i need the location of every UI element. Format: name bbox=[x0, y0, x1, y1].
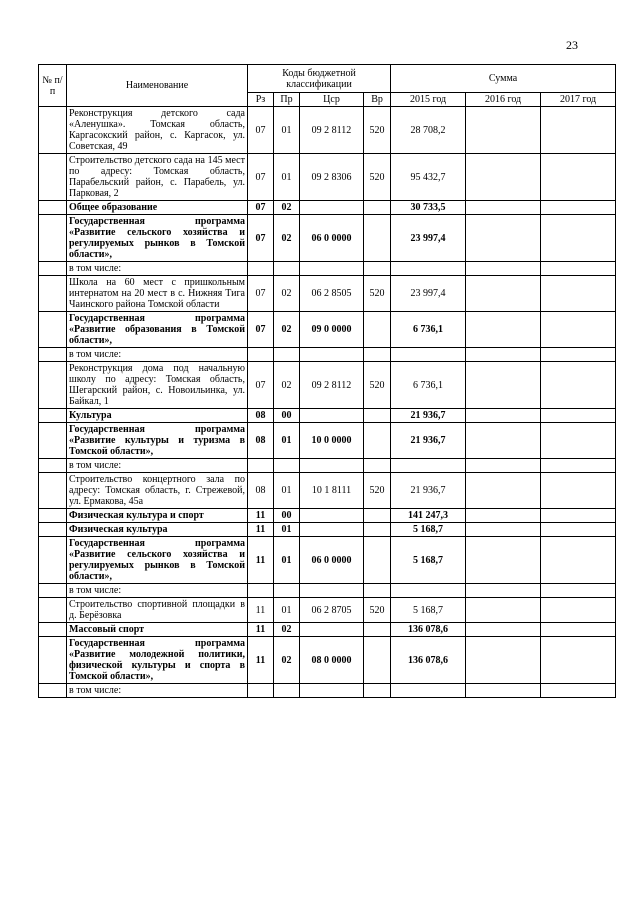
cell-rz bbox=[248, 459, 274, 473]
cell-pr: 02 bbox=[274, 312, 300, 348]
table-row bbox=[39, 312, 616, 348]
cell-csr bbox=[300, 409, 364, 423]
cell-num bbox=[39, 584, 67, 598]
table-body bbox=[39, 107, 616, 698]
cell-y2015: 5 168,7 bbox=[391, 523, 466, 537]
cell-csr: 09 2 8306 bbox=[300, 154, 364, 201]
cell-y2015 bbox=[391, 459, 466, 473]
cell-y2016 bbox=[466, 684, 541, 698]
cell-name: в том числе: bbox=[67, 684, 248, 698]
cell-rz: 11 bbox=[248, 623, 274, 637]
cell-num bbox=[39, 201, 67, 215]
cell-y2017 bbox=[541, 107, 616, 154]
cell-y2017 bbox=[541, 523, 616, 537]
cell-y2017 bbox=[541, 598, 616, 623]
cell-name: Культура bbox=[67, 409, 248, 423]
cell-y2017 bbox=[541, 473, 616, 509]
cell-y2015: 5 168,7 bbox=[391, 598, 466, 623]
cell-y2016 bbox=[466, 362, 541, 409]
table-row bbox=[39, 362, 616, 409]
page-number: 23 bbox=[566, 38, 578, 52]
cell-rz: 11 bbox=[248, 537, 274, 584]
cell-pr: 02 bbox=[274, 362, 300, 409]
cell-rz: 07 bbox=[248, 362, 274, 409]
cell-num bbox=[39, 409, 67, 423]
cell-name: Государственная программа «Развитие молодежной политики, физической культуры и спорта в Томской области», bbox=[67, 637, 248, 684]
cell-num bbox=[39, 537, 67, 584]
budget-table bbox=[38, 64, 616, 698]
cell-rz: 11 bbox=[248, 637, 274, 684]
cell-vr bbox=[364, 523, 391, 537]
cell-num bbox=[39, 154, 67, 201]
cell-num bbox=[39, 523, 67, 537]
cell-pr: 00 bbox=[274, 509, 300, 523]
cell-num bbox=[39, 262, 67, 276]
cell-y2015: 21 936,7 bbox=[391, 409, 466, 423]
cell-y2017 bbox=[541, 509, 616, 523]
cell-csr: 09 0 0000 bbox=[300, 312, 364, 348]
cell-num bbox=[39, 509, 67, 523]
cell-y2015: 6 736,1 bbox=[391, 362, 466, 409]
cell-y2017 bbox=[541, 623, 616, 637]
cell-y2015: 95 432,7 bbox=[391, 154, 466, 201]
cell-rz: 11 bbox=[248, 523, 274, 537]
cell-csr: 06 0 0000 bbox=[300, 537, 364, 584]
cell-num bbox=[39, 598, 67, 623]
cell-vr bbox=[364, 459, 391, 473]
cell-rz bbox=[248, 262, 274, 276]
cell-y2016 bbox=[466, 637, 541, 684]
cell-y2017 bbox=[541, 637, 616, 684]
cell-pr: 02 bbox=[274, 623, 300, 637]
cell-y2015: 6 736,1 bbox=[391, 312, 466, 348]
cell-pr: 02 bbox=[274, 276, 300, 312]
cell-csr: 06 2 8705 bbox=[300, 598, 364, 623]
cell-num bbox=[39, 623, 67, 637]
cell-rz bbox=[248, 684, 274, 698]
header-2016: 2016 год bbox=[466, 93, 541, 107]
cell-rz: 07 bbox=[248, 312, 274, 348]
cell-vr: 520 bbox=[364, 598, 391, 623]
cell-csr bbox=[300, 523, 364, 537]
cell-rz: 07 bbox=[248, 107, 274, 154]
cell-csr: 10 1 8111 bbox=[300, 473, 364, 509]
cell-vr bbox=[364, 637, 391, 684]
cell-rz: 07 bbox=[248, 201, 274, 215]
cell-y2015: 141 247,3 bbox=[391, 509, 466, 523]
cell-name: Государственная программа «Развитие культуры и туризма в Томской области», bbox=[67, 423, 248, 459]
cell-csr: 09 2 8112 bbox=[300, 107, 364, 154]
cell-pr bbox=[274, 684, 300, 698]
cell-num bbox=[39, 312, 67, 348]
header-sum: Сумма bbox=[391, 65, 616, 93]
cell-num bbox=[39, 637, 67, 684]
table-row bbox=[39, 509, 616, 523]
cell-pr bbox=[274, 348, 300, 362]
cell-y2016 bbox=[466, 312, 541, 348]
cell-vr bbox=[364, 262, 391, 276]
cell-y2016 bbox=[466, 423, 541, 459]
cell-csr bbox=[300, 348, 364, 362]
cell-y2015: 23 997,4 bbox=[391, 276, 466, 312]
cell-y2017 bbox=[541, 684, 616, 698]
cell-y2016 bbox=[466, 598, 541, 623]
cell-y2015: 5 168,7 bbox=[391, 537, 466, 584]
cell-num bbox=[39, 362, 67, 409]
table-row bbox=[39, 201, 616, 215]
cell-vr bbox=[364, 215, 391, 262]
cell-y2017 bbox=[541, 584, 616, 598]
table-row bbox=[39, 276, 616, 312]
table-row bbox=[39, 684, 616, 698]
cell-name: в том числе: bbox=[67, 348, 248, 362]
cell-pr: 00 bbox=[274, 409, 300, 423]
table-row bbox=[39, 637, 616, 684]
cell-pr bbox=[274, 584, 300, 598]
table-row bbox=[39, 537, 616, 584]
cell-y2016 bbox=[466, 584, 541, 598]
cell-y2015: 28 708,2 bbox=[391, 107, 466, 154]
cell-pr: 02 bbox=[274, 201, 300, 215]
cell-name: Государственная программа «Развитие сельского хозяйства и регулируемых рынков в Томской области», bbox=[67, 537, 248, 584]
header-pr: Пр bbox=[274, 93, 300, 107]
cell-num bbox=[39, 107, 67, 154]
cell-num bbox=[39, 684, 67, 698]
cell-y2015: 136 078,6 bbox=[391, 623, 466, 637]
cell-num bbox=[39, 215, 67, 262]
cell-y2016 bbox=[466, 623, 541, 637]
cell-y2015 bbox=[391, 262, 466, 276]
cell-y2016 bbox=[466, 201, 541, 215]
table-row bbox=[39, 598, 616, 623]
cell-y2017 bbox=[541, 348, 616, 362]
cell-y2017 bbox=[541, 215, 616, 262]
cell-name: Строительство детского сада на 145 мест по адресу: Томская область, Парабельский район, с. Парабель, ул. Парковая, 2 bbox=[67, 154, 248, 201]
cell-csr: 08 0 0000 bbox=[300, 637, 364, 684]
cell-vr bbox=[364, 684, 391, 698]
header-2017: 2017 год bbox=[541, 93, 616, 107]
cell-name: Строительство спортивной площадки в д. Берёзовка bbox=[67, 598, 248, 623]
cell-y2017 bbox=[541, 262, 616, 276]
cell-y2016 bbox=[466, 107, 541, 154]
cell-vr bbox=[364, 537, 391, 584]
cell-y2017 bbox=[541, 459, 616, 473]
cell-y2016 bbox=[466, 409, 541, 423]
cell-y2016 bbox=[466, 509, 541, 523]
cell-num bbox=[39, 473, 67, 509]
cell-pr: 01 bbox=[274, 423, 300, 459]
table-row bbox=[39, 473, 616, 509]
cell-rz: 07 bbox=[248, 276, 274, 312]
cell-pr: 02 bbox=[274, 215, 300, 262]
cell-rz bbox=[248, 348, 274, 362]
cell-y2016 bbox=[466, 473, 541, 509]
header-name: Наименование bbox=[67, 65, 248, 107]
cell-csr bbox=[300, 262, 364, 276]
cell-name: Строительство концертного зала по адресу: Томская область, г. Стрежевой, ул. Ермакова, 45а bbox=[67, 473, 248, 509]
cell-vr: 520 bbox=[364, 107, 391, 154]
table-row bbox=[39, 523, 616, 537]
cell-num bbox=[39, 459, 67, 473]
cell-vr bbox=[364, 623, 391, 637]
table-row bbox=[39, 459, 616, 473]
table-row bbox=[39, 623, 616, 637]
cell-rz: 08 bbox=[248, 409, 274, 423]
cell-y2015: 30 733,5 bbox=[391, 201, 466, 215]
cell-y2016 bbox=[466, 348, 541, 362]
cell-name: в том числе: bbox=[67, 262, 248, 276]
cell-vr bbox=[364, 423, 391, 459]
header-num: № п/п bbox=[39, 65, 67, 107]
cell-vr bbox=[364, 312, 391, 348]
cell-rz: 11 bbox=[248, 598, 274, 623]
cell-csr bbox=[300, 509, 364, 523]
cell-vr: 520 bbox=[364, 362, 391, 409]
cell-name: Государственная программа «Развитие образования в Томской области», bbox=[67, 312, 248, 348]
cell-y2017 bbox=[541, 409, 616, 423]
cell-name: Общее образование bbox=[67, 201, 248, 215]
table-row bbox=[39, 154, 616, 201]
cell-pr: 01 bbox=[274, 523, 300, 537]
cell-name: в том числе: bbox=[67, 459, 248, 473]
cell-pr: 01 bbox=[274, 598, 300, 623]
cell-y2015 bbox=[391, 348, 466, 362]
cell-name: Массовый спорт bbox=[67, 623, 248, 637]
cell-y2015: 21 936,7 bbox=[391, 423, 466, 459]
cell-y2017 bbox=[541, 362, 616, 409]
cell-y2017 bbox=[541, 423, 616, 459]
cell-y2015 bbox=[391, 684, 466, 698]
cell-pr: 01 bbox=[274, 473, 300, 509]
cell-csr bbox=[300, 584, 364, 598]
cell-y2016 bbox=[466, 154, 541, 201]
cell-vr bbox=[364, 201, 391, 215]
cell-pr: 01 bbox=[274, 107, 300, 154]
cell-name: в том числе: bbox=[67, 584, 248, 598]
cell-vr: 520 bbox=[364, 473, 391, 509]
cell-y2015: 21 936,7 bbox=[391, 473, 466, 509]
cell-pr: 02 bbox=[274, 637, 300, 684]
header-2015: 2015 год bbox=[391, 93, 466, 107]
cell-rz: 07 bbox=[248, 154, 274, 201]
table-row bbox=[39, 584, 616, 598]
cell-y2015: 23 997,4 bbox=[391, 215, 466, 262]
cell-num bbox=[39, 276, 67, 312]
header-csr: Цср bbox=[300, 93, 364, 107]
cell-pr: 01 bbox=[274, 154, 300, 201]
cell-csr bbox=[300, 684, 364, 698]
cell-y2016 bbox=[466, 276, 541, 312]
cell-rz: 08 bbox=[248, 473, 274, 509]
cell-vr: 520 bbox=[364, 154, 391, 201]
header-rz: Рз bbox=[248, 93, 274, 107]
cell-csr: 09 2 8112 bbox=[300, 362, 364, 409]
cell-y2017 bbox=[541, 201, 616, 215]
table-row bbox=[39, 409, 616, 423]
header-codes: Коды бюджетной классификации bbox=[248, 65, 391, 93]
table-row bbox=[39, 215, 616, 262]
cell-name: Физическая культура bbox=[67, 523, 248, 537]
cell-vr bbox=[364, 409, 391, 423]
cell-csr: 06 0 0000 bbox=[300, 215, 364, 262]
cell-name: Государственная программа «Развитие сельского хозяйства и регулируемых рынков в Томской области», bbox=[67, 215, 248, 262]
cell-y2016 bbox=[466, 215, 541, 262]
cell-csr bbox=[300, 201, 364, 215]
cell-pr bbox=[274, 459, 300, 473]
cell-pr bbox=[274, 262, 300, 276]
cell-rz bbox=[248, 584, 274, 598]
cell-vr bbox=[364, 509, 391, 523]
cell-name: Реконструкция дома под начальную школу по адресу: Томская область, Шегарский район, с. Новоильинка, ул. Байкал, 1 bbox=[67, 362, 248, 409]
cell-y2017 bbox=[541, 154, 616, 201]
cell-name: Реконструкция детского сада «Аленушка». Томская область, Каргасокский район, с. Каргасок, ул. Советская, 49 bbox=[67, 107, 248, 154]
table-row bbox=[39, 262, 616, 276]
cell-y2017 bbox=[541, 312, 616, 348]
cell-y2016 bbox=[466, 459, 541, 473]
header-vr: Вр bbox=[364, 93, 391, 107]
cell-vr: 520 bbox=[364, 276, 391, 312]
cell-vr bbox=[364, 584, 391, 598]
cell-pr: 01 bbox=[274, 537, 300, 584]
cell-name: Физическая культура и спорт bbox=[67, 509, 248, 523]
cell-y2016 bbox=[466, 537, 541, 584]
cell-rz: 07 bbox=[248, 215, 274, 262]
cell-csr: 06 2 8505 bbox=[300, 276, 364, 312]
table-row bbox=[39, 348, 616, 362]
cell-y2015 bbox=[391, 584, 466, 598]
cell-csr: 10 0 0000 bbox=[300, 423, 364, 459]
cell-y2017 bbox=[541, 537, 616, 584]
cell-y2017 bbox=[541, 276, 616, 312]
cell-y2015: 136 078,6 bbox=[391, 637, 466, 684]
cell-vr bbox=[364, 348, 391, 362]
cell-y2016 bbox=[466, 523, 541, 537]
table-row bbox=[39, 107, 616, 154]
cell-y2016 bbox=[466, 262, 541, 276]
table-row bbox=[39, 423, 616, 459]
cell-csr bbox=[300, 623, 364, 637]
cell-rz: 11 bbox=[248, 509, 274, 523]
cell-num bbox=[39, 423, 67, 459]
cell-name: Школа на 60 мест с пришкольным интернатом на 20 мест в с. Нижняя Тига Чаинского района Томской области bbox=[67, 276, 248, 312]
cell-csr bbox=[300, 459, 364, 473]
cell-rz: 08 bbox=[248, 423, 274, 459]
cell-num bbox=[39, 348, 67, 362]
